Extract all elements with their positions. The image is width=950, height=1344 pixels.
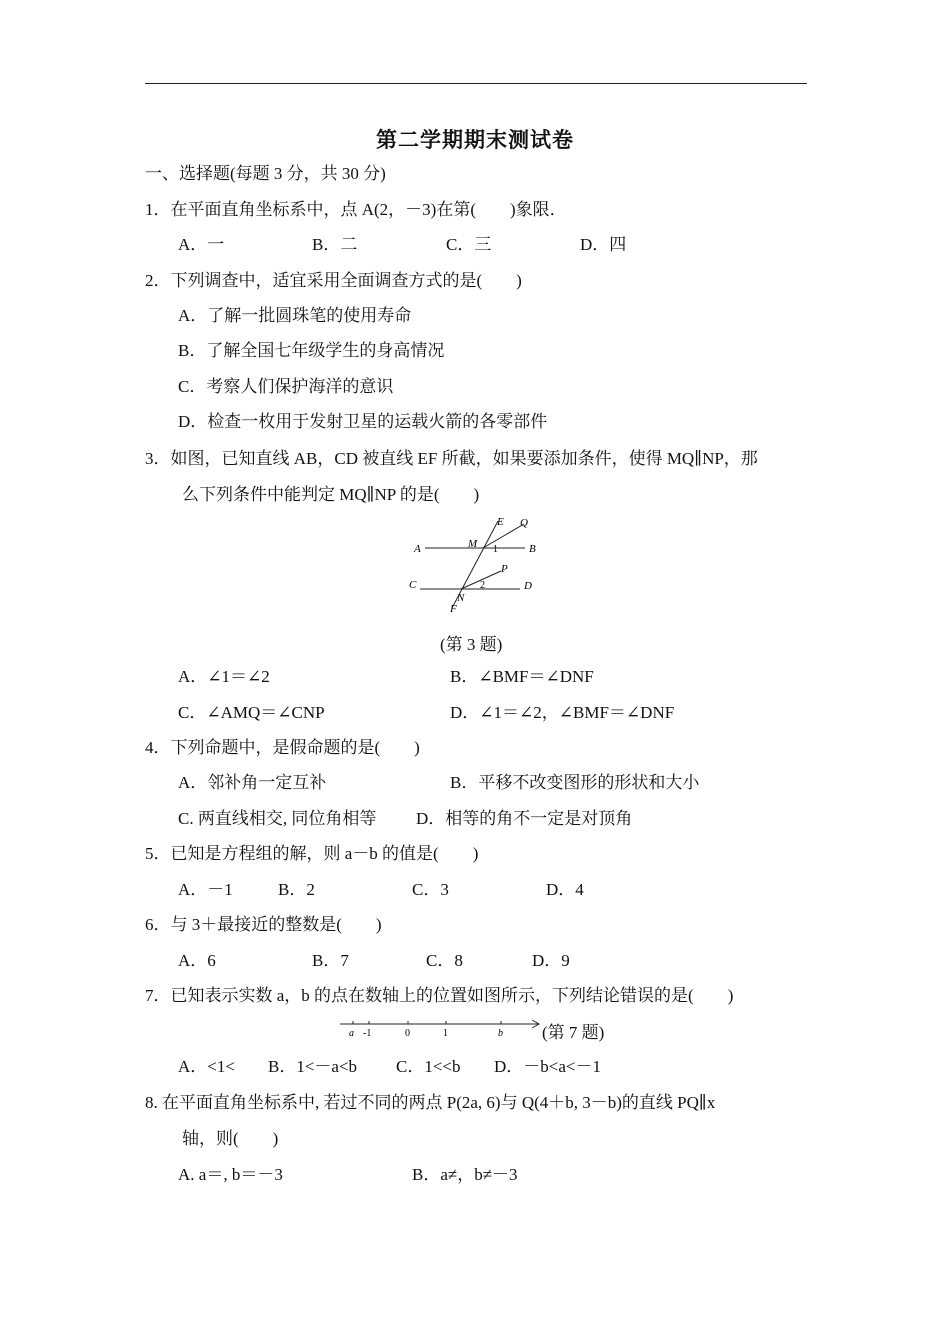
fig-label-q: Q (520, 517, 528, 529)
q3-option-d: D．∠1＝∠2，∠BMF＝∠DNF (450, 703, 675, 722)
fig-label-n: N (457, 592, 465, 604)
fig-label-e: E (497, 516, 504, 528)
q4-option-c: C. 两直线相交, 同位角相等 (178, 809, 377, 828)
q3-caption: (第 3 题) (440, 635, 503, 654)
q6-option-a: A．6 (178, 951, 216, 970)
q4-stem: 4．下列命题中，是假命题的是( ) (145, 738, 420, 757)
q5-option-a: A．－1 (178, 880, 233, 899)
q2-stem: 2．下列调查中，适宜采用全面调查方式的是( ) (145, 271, 522, 290)
q5-option-d: D．4 (546, 880, 584, 899)
q1-stem: 1．在平面直角坐标系中，点 A(2，－3)在第( )象限． (145, 200, 567, 219)
fig-label-f: F (450, 603, 457, 615)
q7-option-b: B．1<－a<b (268, 1057, 358, 1076)
q5-option-b: B．2 (278, 880, 315, 899)
fig-label-1: 1 (493, 544, 498, 555)
axis-label-0: 0 (405, 1028, 410, 1039)
q1-option-a: A．一 (178, 235, 225, 254)
q5-option-c: C．3 (412, 880, 449, 899)
axis-label-neg1: -1 (363, 1028, 372, 1039)
q6-option-c: C．8 (426, 951, 463, 970)
q4-option-a: A．邻补角一定互补 (178, 773, 327, 792)
q3-option-a: A．∠1＝∠2 (178, 667, 270, 686)
q5-stem: 5．已知是方程组的解，则 a－b 的值是( ) (145, 844, 479, 863)
q3-option-b: B．∠BMF＝∠DNF (450, 667, 594, 686)
q3-option-c: C．∠AMQ＝∠CNP (178, 703, 325, 722)
fig-label-a: A (414, 543, 421, 555)
q4-option-b: B．平移不改变图形的形状和大小 (450, 773, 700, 792)
fig-label-2: 2 (480, 580, 485, 591)
q2-option-d: D．检查一枚用于发射卫星的运载火箭的各零部件 (178, 412, 548, 431)
q3-stem-line1: 3．如图，已知直线 AB，CD 被直线 EF 所截，如果要添加条件，使得 MQ∥NP，那 (145, 449, 758, 468)
section-heading: 一、选择题(每题 3 分，共 30 分) (145, 164, 386, 183)
q7-option-d: D．－b<a<－1 (494, 1057, 601, 1076)
q2-option-a: A．了解一批圆珠笔的使用寿命 (178, 306, 412, 325)
q7-stem: 7．已知表示实数 a，b 的点在数轴上的位置如图所示，下列结论错误的是( ) (145, 986, 734, 1005)
q6-option-b: B．7 (312, 951, 349, 970)
q7-option-c: C．1<<b (396, 1057, 461, 1076)
fig-label-m: M (468, 538, 478, 550)
page-title: 第二学期期末测试卷 (376, 128, 574, 152)
q6-stem: 6．与 3＋最接近的整数是( ) (145, 915, 382, 934)
q1-option-b: B．二 (312, 235, 358, 254)
q8-option-b: B．a≠，b≠－3 (412, 1165, 518, 1184)
q1-option-c: C．三 (446, 235, 492, 254)
fig-label-d: D (524, 580, 532, 592)
axis-label-b: b (498, 1028, 503, 1039)
q8-stem-line2: 轴，则( ) (182, 1129, 279, 1148)
q7-option-a: A．<1< (178, 1057, 235, 1076)
fig-label-p: P (501, 563, 508, 575)
q2-option-b: B．了解全国七年级学生的身高情况 (178, 341, 445, 360)
q1-option-d: D．四 (580, 235, 627, 254)
q3-stem-line2: 么下列条件中能判定 MQ∥NP 的是( ) (182, 485, 480, 504)
q3-figure (400, 512, 550, 617)
fig-label-c: C (409, 579, 417, 591)
q6-option-d: D．9 (532, 951, 570, 970)
q7-caption: (第 7 题) (542, 1023, 605, 1042)
q8-option-a: A. a＝, b＝－3 (178, 1165, 283, 1184)
fig-label-b: B (529, 543, 536, 555)
q7-number-line (338, 1015, 543, 1039)
q2-option-c: C．考察人们保护海洋的意识 (178, 377, 394, 396)
axis-label-a: a (349, 1028, 354, 1039)
header-rule (145, 83, 807, 84)
axis-label-1: 1 (443, 1028, 448, 1039)
q8-stem-line1: 8. 在平面直角坐标系中, 若过不同的两点 P(2a, 6)与 Q(4＋b, 3－b)的直线 PQ∥x (145, 1093, 716, 1112)
q4-option-d: D．相等的角不一定是对顶角 (416, 809, 633, 828)
